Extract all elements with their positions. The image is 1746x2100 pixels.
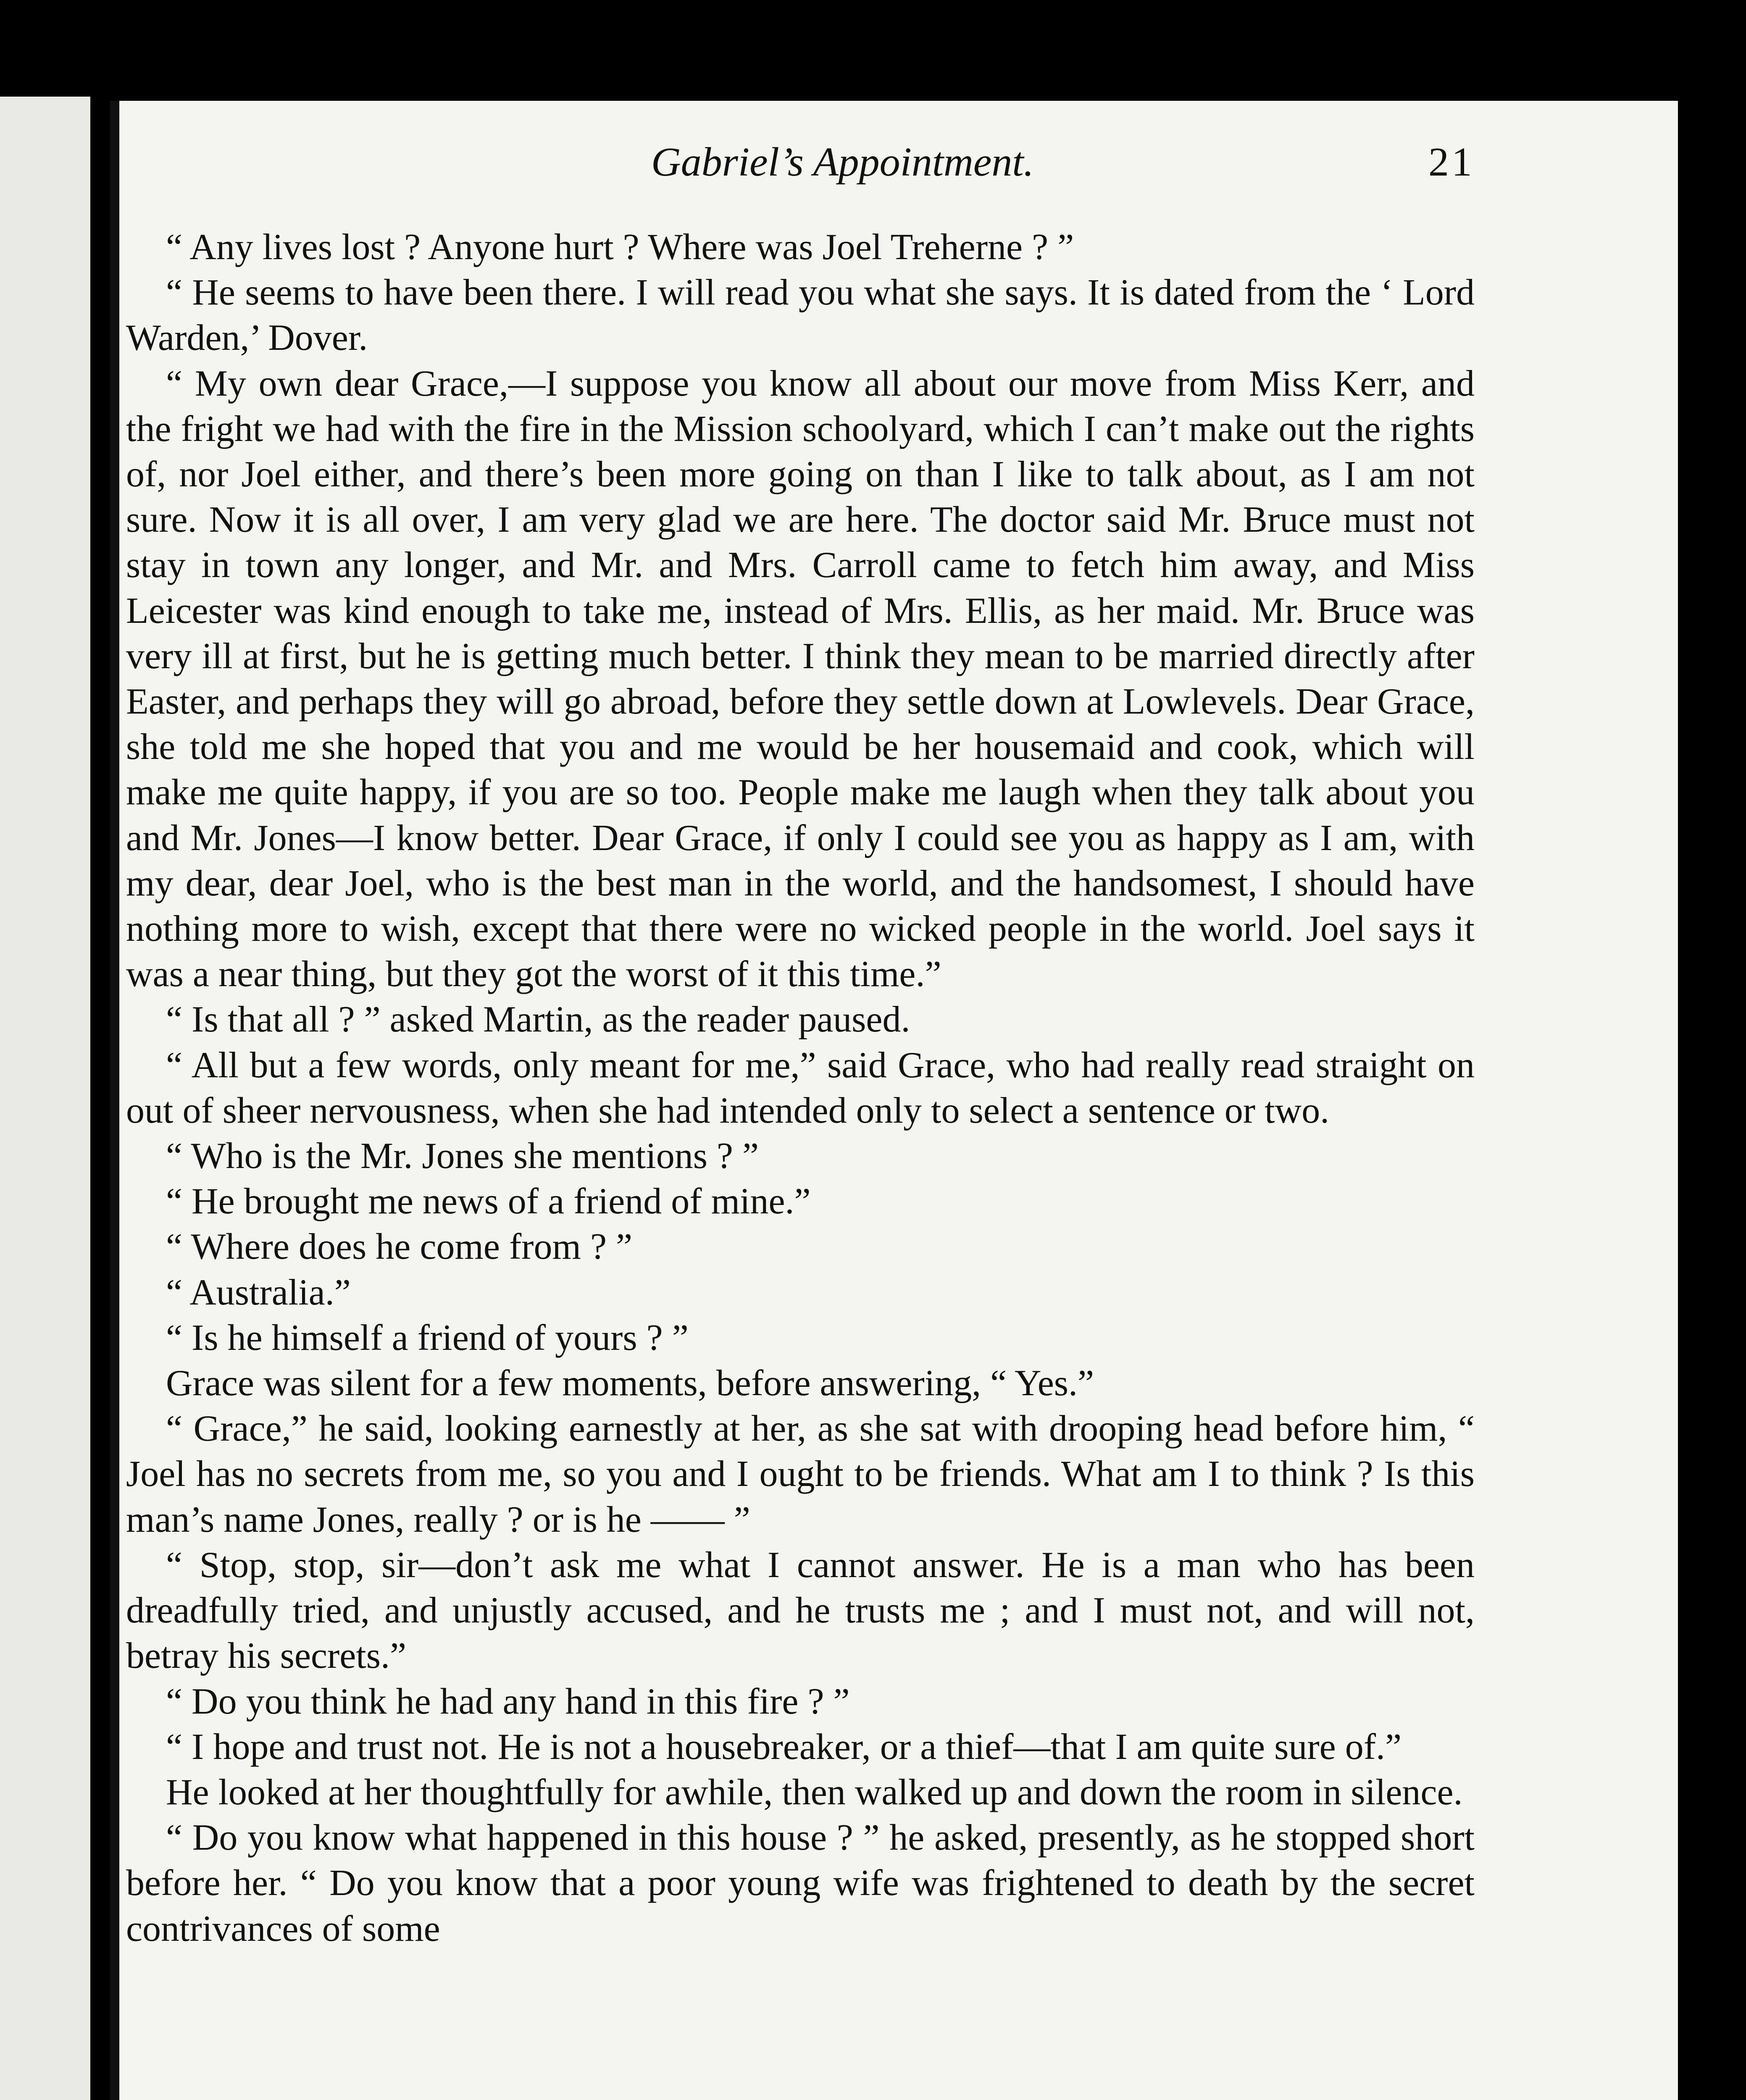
paragraph: “ Where does he come from ? ” [166,1226,633,1268]
paragraph: “ Do you think he had any hand in this fire ? ” [166,1681,850,1722]
page-number: 21 [1428,139,1475,185]
facing-page-edge [0,97,90,2100]
paragraph: “ Is he himself a friend of yours ? ” [166,1317,689,1358]
paragraph: “ Grace,” he said, looking earnestly at her, as she sat with drooping head before him, “ Joel has no secrets from me, so you and I ought to be friends. What am I to think ? Is this man’s name Jones, really ? or is he —— ” [126,1408,1475,1540]
paragraph: “ He seems to have been there. I will read you what she says. It is dated from the ‘ Lord Warden,’ Dover. [126,272,1475,359]
paragraph: “ Do you know what happened in this house ? ” he asked, presently, as he stopped short before her. “ Do you know that a poor young wife was frightened to death by the secret contrivances of some [126,1817,1475,1949]
paragraph: He looked at her thoughtfully for awhile, then walked up and down the room in silence. [166,1772,1463,1813]
paragraph: “ Australia.” [166,1272,351,1313]
paragraph: “ My own dear Grace,—I suppose you know all about our move from Miss Kerr, and the fright we had with the fire in the Mission schoolyard, which I can’t make out the rights of, nor Joel either, and there’s been more going on than I like to talk about, as I am not sure. Now it is all over, I am very glad we are here. The doctor said Mr. Bruce must not stay in town any longer, and Mr. and Mrs. Carroll came to fetch him away, and Miss Leicester was kind enough to take me, instead of Mrs. Ellis, as her maid. Mr. Bruce was very ill at first, but he is getting much better. I think they mean to be married directly after Easter, and perhaps they will go abroad, before they settle down at Lowlevels. Dear Grace, she told me she hoped that you and me would be her housemaid and cook, which will make me quite happy, if you are so too. People make me laugh when they talk about you and Mr. Jones—I know better. Dear Grace, if only I could see you as happy as I am, with my dear, dear Joel, who is the best man in the world, and the handsomest, I should have nothing more to wish, except that there were no wicked people in the world. Joel says it was a near thing, but they got the worst of it this time.” [126,363,1475,995]
body-text [126,225,1475,1952]
paragraph: “ Any lives lost ? Anyone hurt ? Where was Joel Treherne ? ” [166,227,1074,268]
paragraph: “ I hope and trust not. He is not a housebreaker, or a thief—that I am quite sure of.” [166,1726,1402,1767]
paragraph: “ All but a few words, only meant for me,” said Grace, who had really read straight on out of sheer nervousness, when she had intended only to select a sentence or two. [126,1045,1475,1131]
running-title: Gabriel’s Appointment. [651,139,1034,185]
page-header [126,139,1475,193]
paragraph: “ Is that all ? ” asked Martin, as the reader paused. [166,999,910,1040]
paragraph: “ Who is the Mr. Jones she mentions ? ” [166,1136,759,1177]
paragraph: “ He brought me news of a friend of mine.” [166,1181,811,1222]
paragraph: Grace was silent for a few moments, before answering, “ Yes.” [166,1363,1094,1404]
paragraph: “ Stop, stop, sir—don’t ask me what I cannot answer. He is a man who has been dreadfully tried, and unjustly accused, and he trusts me ; and I must not, and will not, betray his secrets.” [126,1544,1475,1677]
